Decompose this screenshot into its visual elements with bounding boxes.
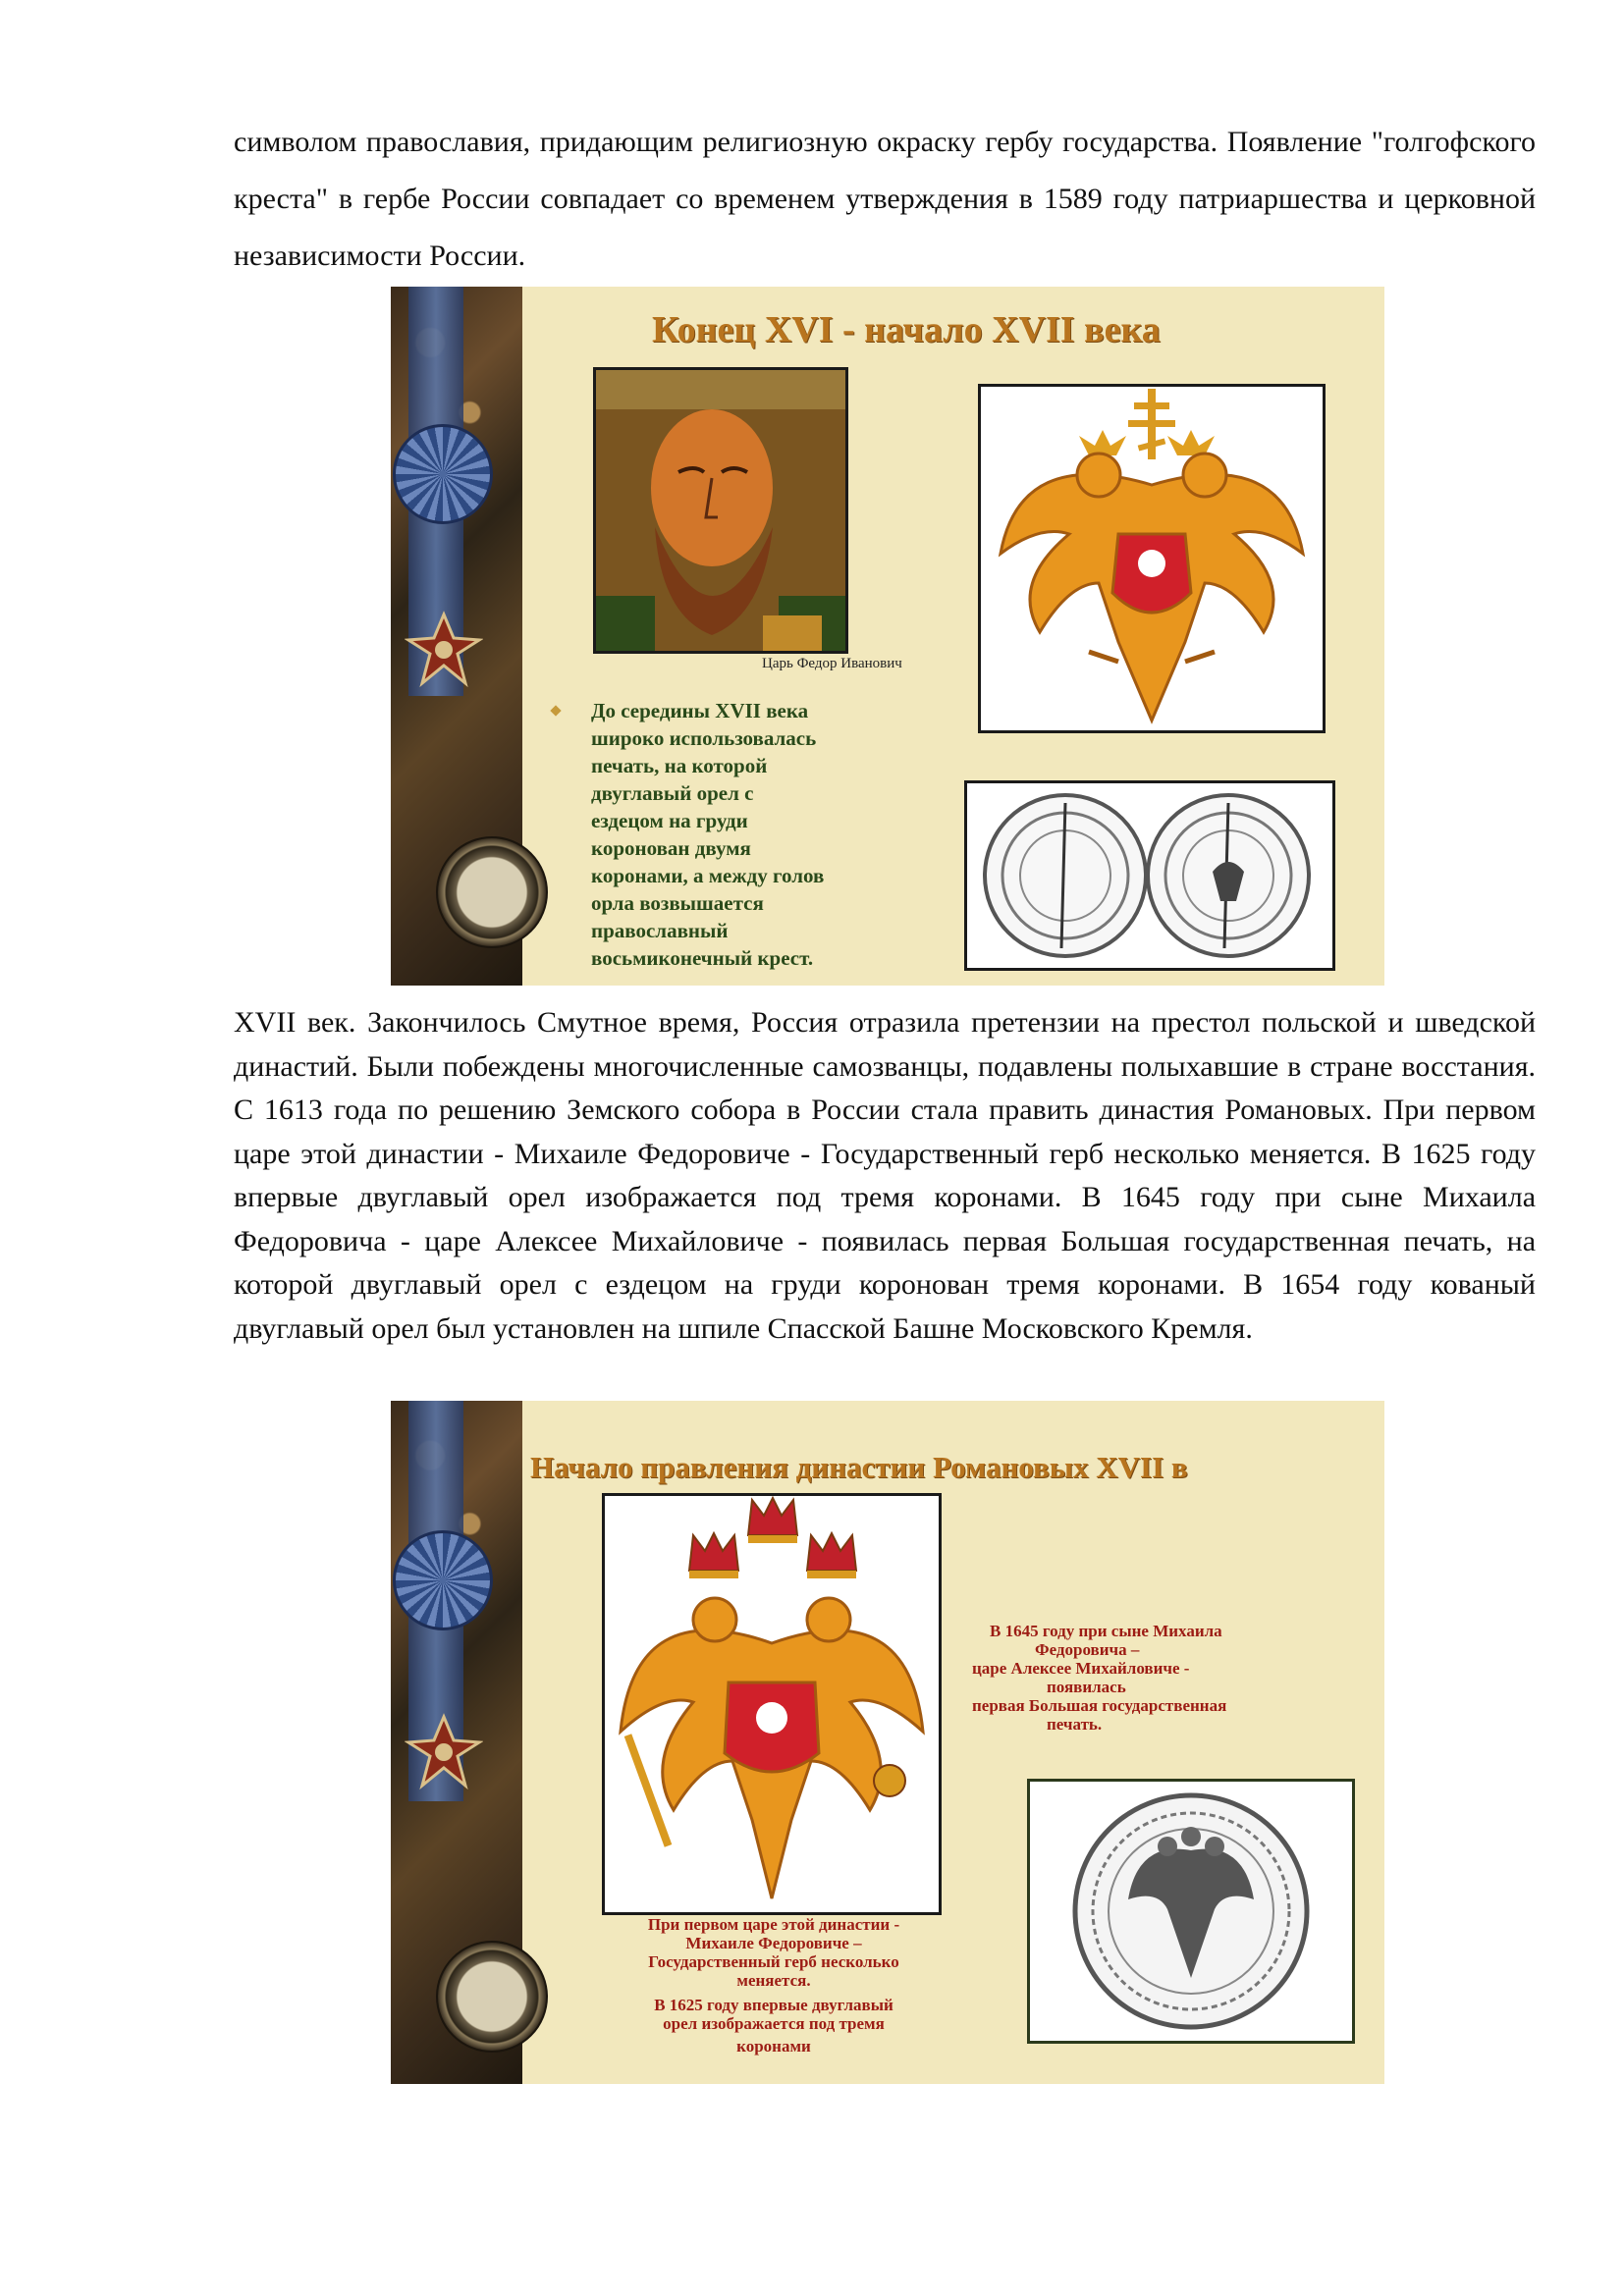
paragraph-intro — [234, 114, 1536, 285]
text-line: двуглавый орел с ездецом на груди коронован тремя коронами. В 1654 году кованый — [351, 1268, 1536, 1301]
medal-icon — [405, 611, 483, 689]
bullet-text: До середины XVII века широко использовалась печать, на которой двуглавый орел с ездецом на груди коронован двумя коронами, а между голов орла возвышается православный восьмиконечный крест. — [591, 699, 825, 970]
caption-line: В 1645 году при сыне Михаила — [990, 1622, 1222, 1640]
compass-icon — [436, 836, 548, 948]
caption-line: При первом царе этой династии - — [647, 1915, 900, 1934]
text-line: шведской династий. Были побеждены многочисленные самозванцы, подавлены — [234, 1006, 1536, 1083]
portrait-icon — [593, 367, 848, 654]
caption-line: коронами — [736, 2037, 811, 2056]
double-headed-eagle-icon — [978, 384, 1326, 733]
portrait-caption: Царь Федор Иванович — [762, 656, 902, 671]
caption-line: первая Большая государственная — [972, 1696, 1227, 1715]
text-line: изображается под тремя коронами. В 1645 году при сыне Михаила Федоровича - царе — [234, 1181, 1537, 1257]
text-line: "голгофского креста" в гербе России совпадает со временем утверждения в 1589 году — [234, 126, 1537, 215]
decorative-sidebar — [391, 1401, 522, 2084]
caption-line: Михаиле Федоровиче – — [685, 1934, 862, 1952]
caption-line: Федоровича – — [1035, 1640, 1140, 1659]
caption-line: орел изображается под тремя — [663, 2014, 885, 2033]
three-crowns-eagle-icon — [602, 1493, 942, 1915]
text-line: патриаршества и церковной независимости России. — [234, 183, 1537, 272]
text-line: Алексее Михайловиче - появилась первая Большая государственная печать, на которой — [234, 1224, 1537, 1301]
slide-romanov-dynasty — [391, 1401, 1384, 2084]
seal-icon — [964, 780, 1335, 971]
caption-line: Государственный герб несколько — [648, 1952, 899, 1971]
caption-line: печать. — [1047, 1715, 1103, 1734]
rosette-icon — [393, 424, 493, 524]
slide-late-16th-century — [391, 287, 1384, 986]
bullet-icon — [550, 705, 561, 716]
caption-line: В 1625 году впервые двуглавый — [654, 1996, 893, 2014]
caption-line: царе Алексее Михайловиче - — [972, 1659, 1190, 1678]
text-line: XVII век. Закончилось Смутное время, Россия отразила претензии на престол польской и — [234, 1006, 1404, 1039]
right-caption — [972, 1622, 1326, 1734]
decorative-sidebar — [391, 287, 522, 986]
caption-line: меняется. — [736, 1971, 811, 1990]
text-line: Государственный герб несколько меняется. В 1625 году впервые двуглавый орел — [234, 1137, 1536, 1213]
slide-title: Конец XVI - начало XVII века — [652, 309, 1161, 350]
text-line: символом православия, придающим религиозную окраску гербу государства. Появление — [234, 126, 1363, 158]
paragraph-17th-century — [234, 1001, 1536, 1351]
medal-icon — [405, 1713, 483, 1791]
bottom-caption — [597, 1915, 950, 2056]
caption-line: появилась — [1047, 1678, 1126, 1696]
text-line: двуглавый орел был установлен на шпиле Спасской Башне Московского Кремля. — [234, 1311, 1253, 1345]
slide-title: Начало правления династии Романовых XVII в — [530, 1450, 1188, 1484]
text-line: править династия Романовых. При первом царе этой династии - Михаиле Федоровиче - — [234, 1094, 1536, 1170]
compass-icon — [436, 1941, 548, 2053]
rosette-icon — [393, 1530, 493, 1630]
text-line: полыхавшие в стране восстания. С 1613 года по решению Земского собора в России стала — [234, 1049, 1536, 1126]
great-seal-icon — [1027, 1779, 1355, 2044]
